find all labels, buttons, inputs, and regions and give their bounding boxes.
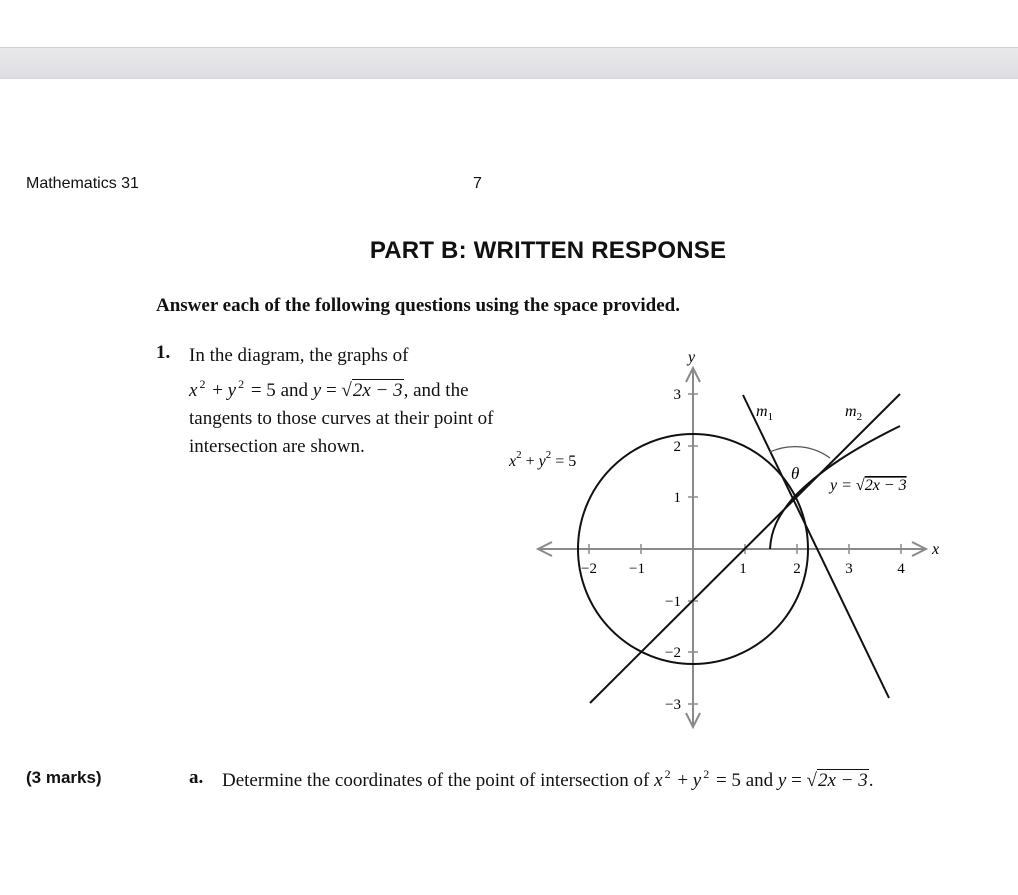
angle-arc [770, 447, 830, 458]
part-a-question: Determine the coordinates of the point of intersection of x $^2$ + y $^2$ = 5 and y = √2x − 3. [222, 767, 874, 791]
tangent-line-m1 [743, 395, 889, 698]
marks-label: (3 marks) [26, 768, 102, 787]
angle-theta-label: θ [791, 464, 800, 483]
question-line-1: In the diagram, the graphs of [189, 345, 409, 366]
instructions: Answer each of the following questions using the space provided. [156, 295, 680, 316]
x-tick-label: −1 [629, 561, 645, 577]
y-tick-label: −2 [665, 645, 681, 661]
x-tick-label: 1 [739, 561, 747, 577]
sqrt-curve-label: y = √2x − 3 [830, 477, 907, 494]
y-tick-label: 1 [673, 490, 681, 506]
x-tick-label: 3 [845, 561, 853, 577]
x-tick-label: 4 [897, 561, 905, 577]
question-number: 1. [156, 342, 171, 363]
question-line-3: tangents to those curves at their point of [189, 408, 494, 429]
graph-diagram [500, 340, 940, 740]
y-axis-label: y [688, 349, 696, 366]
course-header: Mathematics 31 [26, 175, 139, 192]
x-axis-label: x [932, 541, 940, 558]
y-tick-label: −1 [665, 594, 681, 610]
tangent-m2-label: $m_2$ [845, 403, 863, 423]
question-text [189, 342, 519, 461]
x-tick-label: 2 [793, 561, 801, 577]
tangent-m1-label: $m_1$ [756, 403, 774, 423]
page-number: 7 [473, 175, 482, 192]
question-line-4: intersection are shown. [189, 436, 365, 457]
part-title: PART B: WRITTEN RESPONSE [369, 237, 727, 264]
y-tick-label: 3 [673, 387, 681, 403]
circle-equation-label: $x^2 + y^2 = 5$ [509, 449, 577, 470]
browser-toolbar [0, 47, 1018, 79]
y-tick-label: 2 [673, 439, 681, 455]
y-tick-label: −3 [665, 697, 681, 713]
question-line-2: x $^2$ + y $^2$ = 5 and y = √2x − 3, and the [189, 377, 469, 401]
part-a-label: a. [189, 767, 204, 788]
x-tick-label: −2 [581, 561, 597, 577]
